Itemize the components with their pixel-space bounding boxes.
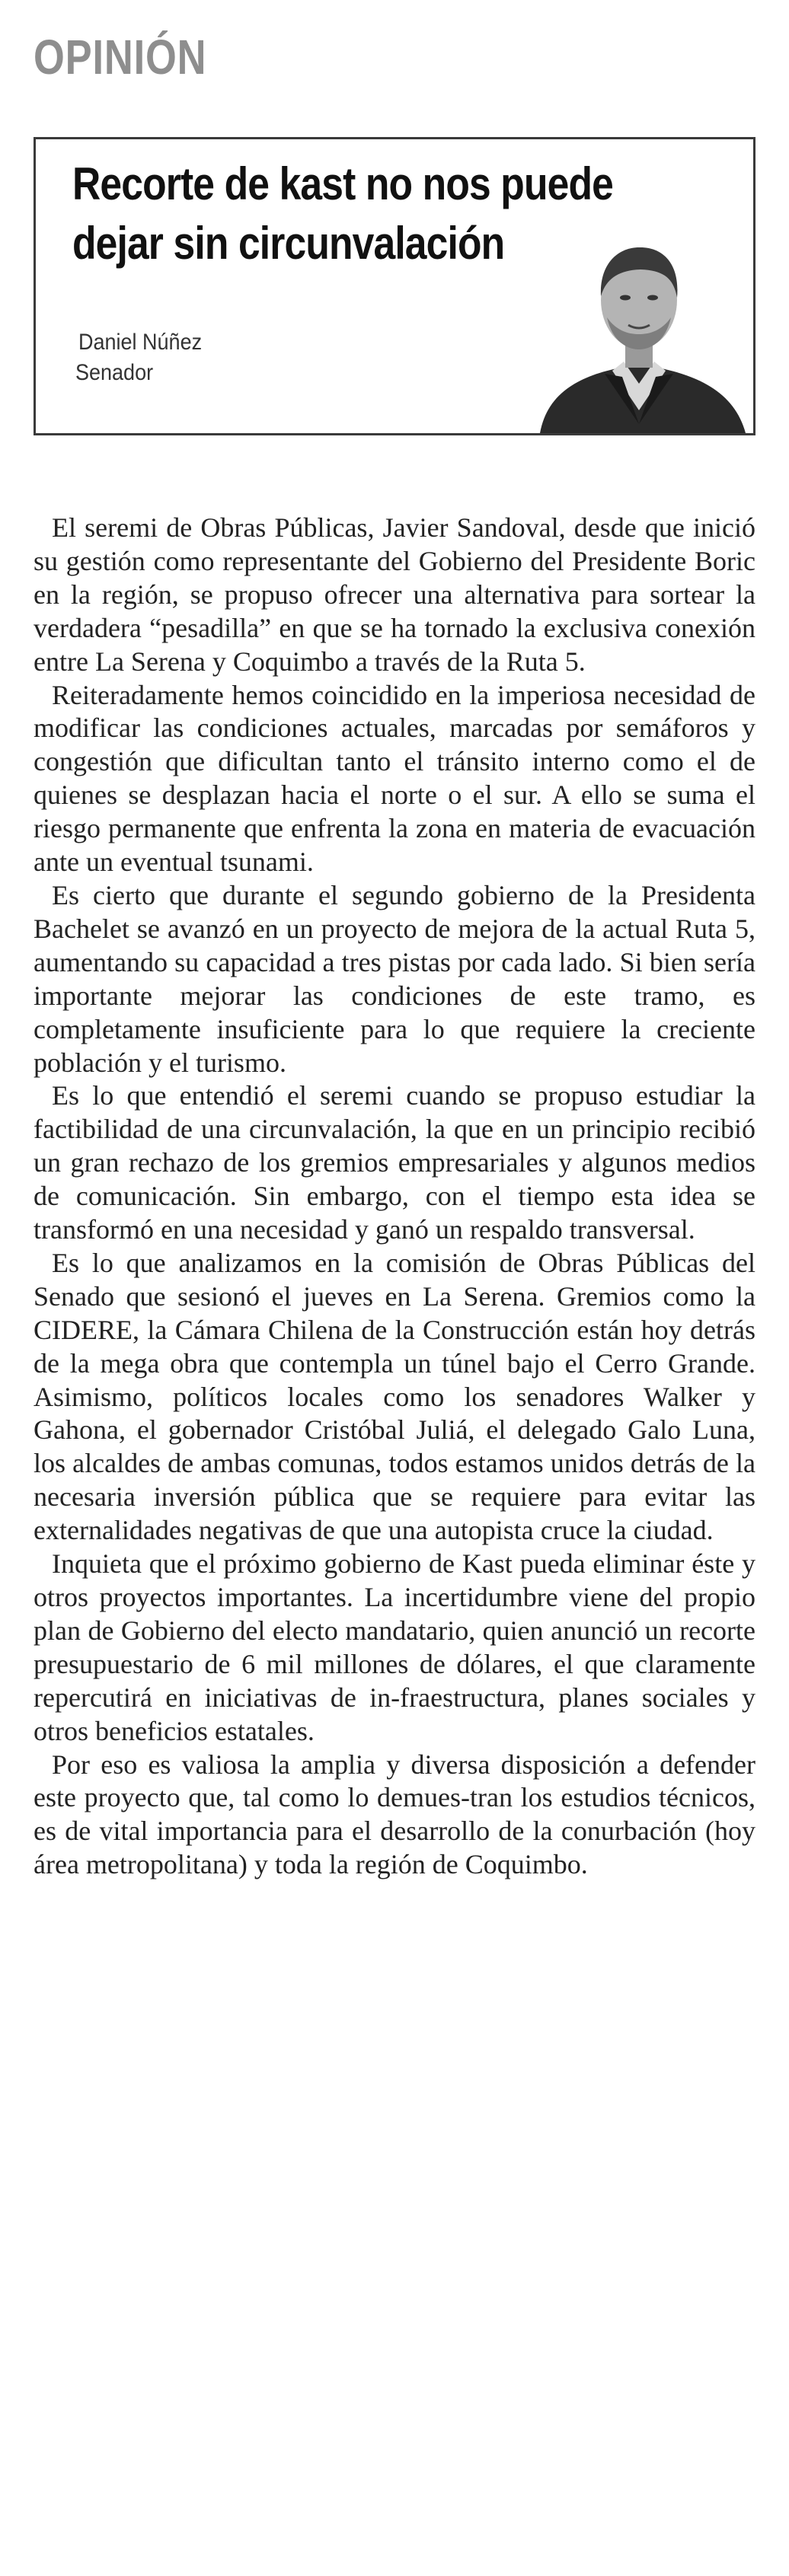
paragraph: Reiteradamente hemos coincidido en la imperiosa necesidad de modificar las condiciones actuales, marcadas por semáforos y congestión que dificultan tanto el tránsito interno como el de quienes se desplazan hacia el norte o el sur. A ello se suma el riesgo permanente que enfrenta la zona en materia de evacuación ante un eventual tsunami. [34,679,755,878]
paragraph: Es lo que entendió el seremi cuando se propuso estudiar la factibilidad de una circunvalación, la que en un principio recibió un gran rechazo de los gremios empresariales y algunos medios de comunicación. Sin embargo, con el tiempo esta idea se transformó en una necesidad y ganó un respaldo transversal. [34,1080,755,1245]
paragraph: El seremi de Obras Públicas, Javier Sandoval, desde que inició su gestión como representante del Gobierno del Presidente Boric en la región, se propuso ofrecer una alternativa para sortear la verdadera “pesadilla” en que se ha tornado la exclusiva conexión entre La Serena y Coquimbo a través de la Ruta 5. [34,512,755,677]
author-name: Daniel Núñez [78,330,203,355]
author-photo [525,228,753,433]
author-role: Senador [75,360,154,385]
section-label: OPINIÓN [34,30,207,84]
paragraph: Inquieta que el próximo gobierno de Kast pueda eliminar éste y otros proyectos importantes. La incertidumbre viene del propio plan de Gobierno del electo mandatario, quien anunció un recorte presupuestario de 6 mil millones de dólares, el que claramente repercutirá en iniciativas de in-fraestructura, planes sociales y otros beneficios estatales. [34,1548,755,1746]
paragraph: Por eso es valiosa la amplia y diversa disposición a defender este proyecto que, tal como lo demues-tran los estudios técnicos, es de vital importancia para el desarrollo de la conurbación (hoy área metropolitana) y toda la región de Coquimbo. [34,1749,755,1880]
headline: Recorte de kast no nos puede dejar sin circunvalación [72,158,613,269]
paragraph: Es lo que analizamos en la comisión de Obras Públicas del Senado que sesionó el jueves en La Serena. Gremios como la CIDERE, la Cámara Chilena de la Construcción están hoy detrás de la mega obra que contempla un túnel bajo el Cerro Grande. Asimismo, políticos locales como los senadores Walker y Gahona, el gobernador Cristóbal Juliá, el delegado Galo Luna, los alcaldes de ambas comunas, todos estamos unidos detrás de la necesaria inversión pública que se requiere para evitar las externalidades negativas de que una autopista cruce la ciudad. [34,1247,755,1546]
eye-left [620,295,631,301]
article-body [34,512,755,1882]
eye-right [647,295,658,301]
article-header [34,137,755,435]
paragraph: Es cierto que durante el segundo gobierno de la Presidenta Bachelet se avanzó en un proyecto de mejora de la actual Ruta 5, aumentando su capacidad a tres pistas por cada lado. Si bien sería importante mejorar las condiciones de este tramo, es completamente insuficiente para lo que requiere la creciente población y el turismo. [34,879,755,1078]
